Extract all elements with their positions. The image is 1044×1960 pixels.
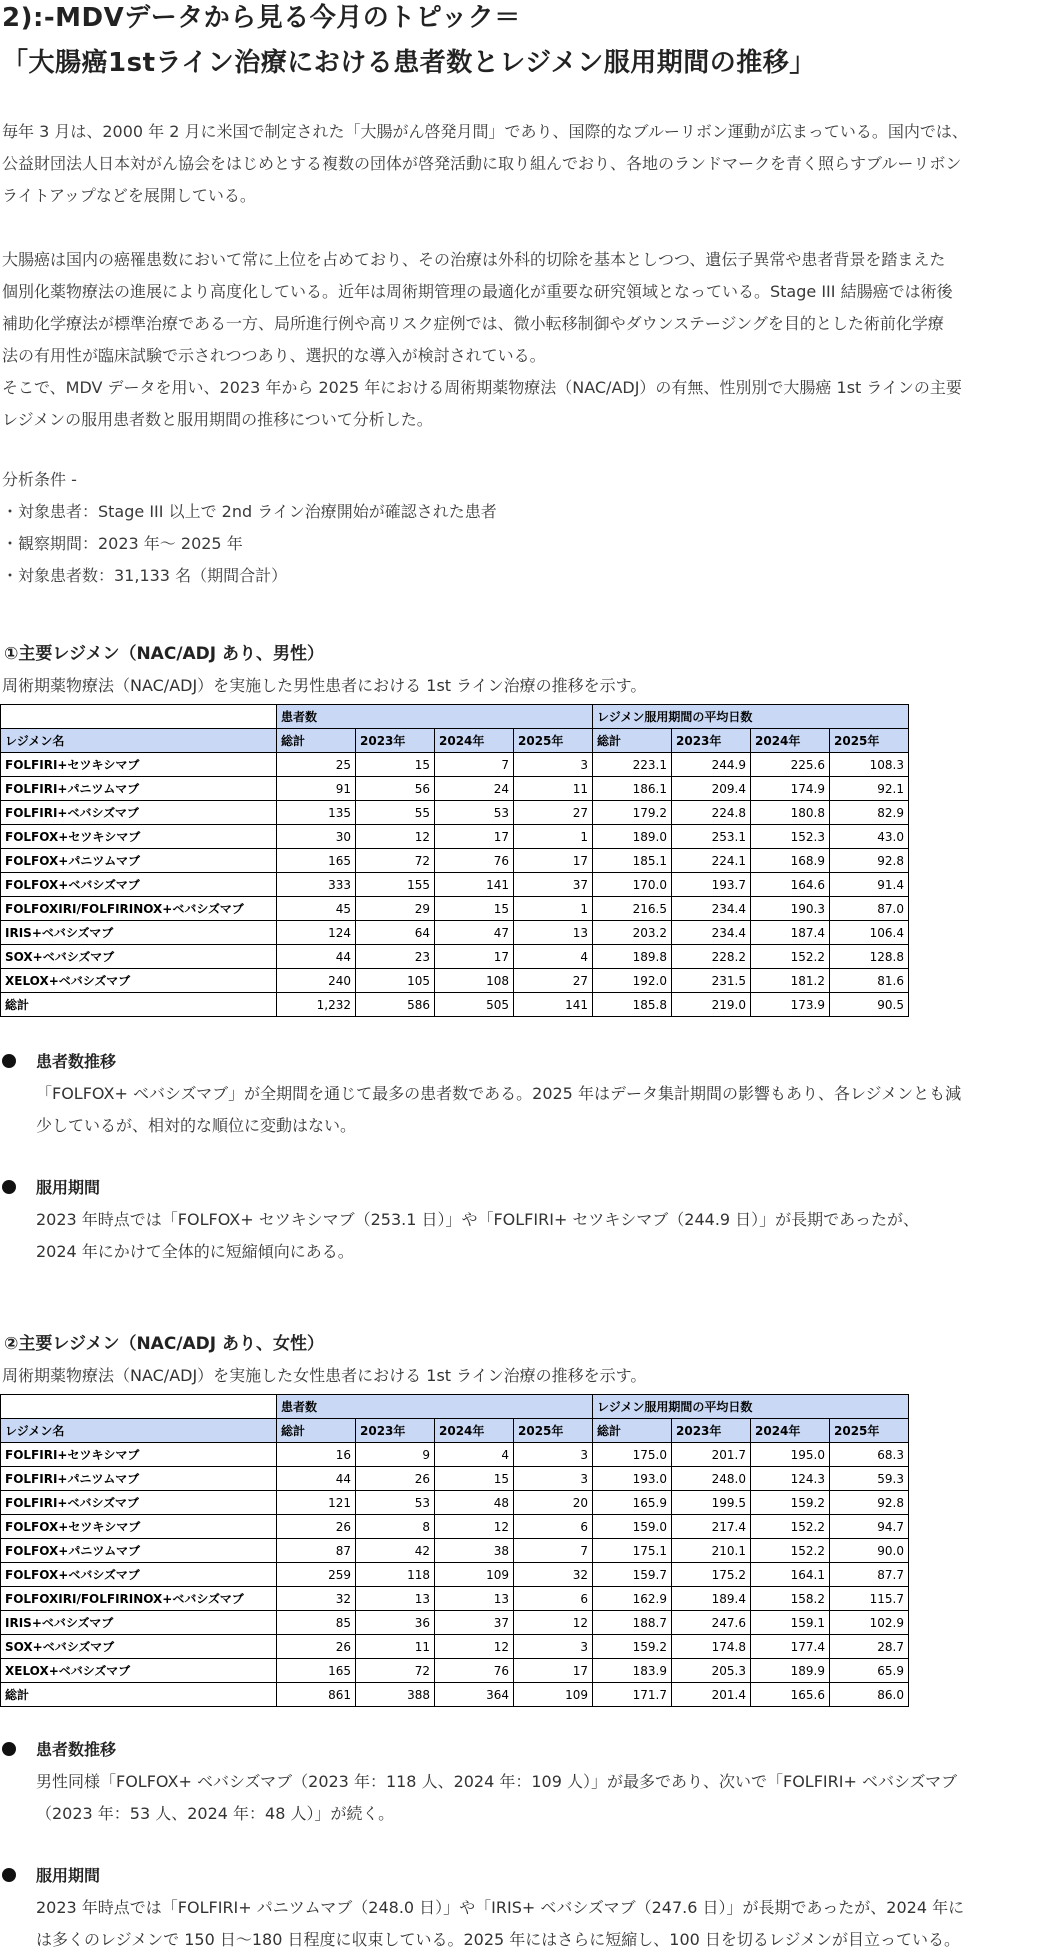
column-header: 2023年 bbox=[672, 1419, 751, 1443]
bullet-title: 患者数推移 bbox=[36, 1052, 117, 1071]
value-cell: 175.0 bbox=[593, 1443, 672, 1467]
value-cell: 188.7 bbox=[593, 1611, 672, 1635]
table-column-header-row bbox=[1, 1419, 909, 1443]
value-cell: 861 bbox=[277, 1683, 356, 1707]
table-total-row bbox=[1, 993, 909, 1017]
value-cell: 224.1 bbox=[672, 849, 751, 873]
regimen-name-cell: FOLFOXIRI/FOLFIRINOX+ベバシズマブ bbox=[1, 1587, 277, 1611]
intro-paragraph-1 bbox=[2, 116, 1042, 212]
table-row bbox=[1, 945, 909, 969]
value-cell: 124.3 bbox=[751, 1467, 830, 1491]
regimen-name-cell: FOLFOX+セツキシマブ bbox=[1, 825, 277, 849]
text-line: は多くのレジメンで 150 日～180 日程度に収束している。2025 年にはさらに短縮し、100 日を切るレジメンが目立っている。 bbox=[36, 1930, 961, 1949]
value-cell: 165 bbox=[277, 849, 356, 873]
value-cell: 225.6 bbox=[751, 753, 830, 777]
value-cell: 118 bbox=[356, 1563, 435, 1587]
value-cell: 72 bbox=[356, 1659, 435, 1683]
value-cell: 115.7 bbox=[830, 1587, 909, 1611]
column-header: 総計 bbox=[277, 1419, 356, 1443]
page-title-line2: 「大腸癌1stライン治療における患者数とレジメン服用期間の推移」 bbox=[2, 48, 816, 78]
value-cell: 190.3 bbox=[751, 897, 830, 921]
value-cell: 17 bbox=[435, 825, 514, 849]
column-header: 2023年 bbox=[356, 1419, 435, 1443]
table-group-header-row bbox=[1, 1395, 909, 1419]
value-cell: 17 bbox=[435, 945, 514, 969]
value-cell: 87.7 bbox=[830, 1563, 909, 1587]
value-cell: 159.2 bbox=[751, 1491, 830, 1515]
value-cell: 7 bbox=[435, 753, 514, 777]
value-cell: 28.7 bbox=[830, 1635, 909, 1659]
table-row bbox=[1, 777, 909, 801]
regimen-name-cell: FOLFIRI+パニツムマブ bbox=[1, 777, 277, 801]
regimen-name-cell: SOX+ベバシズマブ bbox=[1, 1635, 277, 1659]
value-cell: 189.8 bbox=[593, 945, 672, 969]
value-cell: 9 bbox=[356, 1443, 435, 1467]
value-cell: 333 bbox=[277, 873, 356, 897]
value-cell: 68.3 bbox=[830, 1443, 909, 1467]
value-cell: 586 bbox=[356, 993, 435, 1017]
value-cell: 205.3 bbox=[672, 1659, 751, 1683]
value-cell: 85 bbox=[277, 1611, 356, 1635]
value-cell: 72 bbox=[356, 849, 435, 873]
value-cell: 248.0 bbox=[672, 1467, 751, 1491]
regimen-name-cell: FOLFIRI+ベバシズマブ bbox=[1, 1491, 277, 1515]
value-cell: 124 bbox=[277, 921, 356, 945]
value-cell: 20 bbox=[514, 1491, 593, 1515]
value-cell: 152.2 bbox=[751, 1515, 830, 1539]
value-cell: 37 bbox=[514, 873, 593, 897]
table-row bbox=[1, 1443, 909, 1467]
value-cell: 209.4 bbox=[672, 777, 751, 801]
value-cell: 48 bbox=[435, 1491, 514, 1515]
value-cell: 37 bbox=[435, 1611, 514, 1635]
regimen-name-cell: FOLFOX+ベバシズマブ bbox=[1, 1563, 277, 1587]
value-cell: 29 bbox=[356, 897, 435, 921]
table-row bbox=[1, 1587, 909, 1611]
text-line: ・対象患者数：31,133 名（期間合計） bbox=[2, 566, 288, 585]
regimen-name-cell: 総計 bbox=[1, 1683, 277, 1707]
group-header-duration: レジメン服用期間の平均日数 bbox=[593, 1395, 909, 1419]
value-cell: 11 bbox=[356, 1635, 435, 1659]
value-cell: 210.1 bbox=[672, 1539, 751, 1563]
value-cell: 81.6 bbox=[830, 969, 909, 993]
text-line: そこで、MDV データを用い、2023 年から 2025 年における周術期薬物療法（NAC/ADJ）の有無、性別別で大腸癌 1st ラインの主要 bbox=[2, 378, 962, 397]
group-header-duration: レジメン服用期間の平均日数 bbox=[593, 705, 909, 729]
value-cell: 17 bbox=[514, 849, 593, 873]
column-header: 2025年 bbox=[514, 1419, 593, 1443]
value-cell: 203.2 bbox=[593, 921, 672, 945]
value-cell: 87.0 bbox=[830, 897, 909, 921]
value-cell: 32 bbox=[277, 1587, 356, 1611]
bullet-icon bbox=[2, 1868, 16, 1882]
bullet-title: 患者数推移 bbox=[36, 1740, 117, 1759]
regimen-name-cell: FOLFIRI+ベバシズマブ bbox=[1, 801, 277, 825]
section1-bullet-duration bbox=[2, 1176, 100, 1200]
header-blank-cell bbox=[1, 1395, 277, 1419]
value-cell: 36 bbox=[356, 1611, 435, 1635]
value-cell: 76 bbox=[435, 1659, 514, 1683]
table-column-header-row bbox=[1, 729, 909, 753]
value-cell: 47 bbox=[435, 921, 514, 945]
section2-bullet-patients bbox=[2, 1738, 116, 1762]
column-header: 2025年 bbox=[514, 729, 593, 753]
column-header: 2024年 bbox=[435, 729, 514, 753]
value-cell: 43.0 bbox=[830, 825, 909, 849]
bullet-icon bbox=[2, 1054, 16, 1068]
text-line: 個別化薬物療法の進展により高度化している。近年は周術期管理の最適化が重要な研究領域となっている。Stage III 結腸癌では術後 bbox=[2, 282, 953, 301]
value-cell: 3 bbox=[514, 1635, 593, 1659]
table-row bbox=[1, 1659, 909, 1683]
value-cell: 6 bbox=[514, 1587, 593, 1611]
value-cell: 185.8 bbox=[593, 993, 672, 1017]
section1-title: ①主要レジメン（NAC/ADJ あり、男性） bbox=[4, 644, 325, 664]
value-cell: 108 bbox=[435, 969, 514, 993]
value-cell: 244.9 bbox=[672, 753, 751, 777]
text-line: 2023 年時点では「FOLFOX+ セツキシマブ（253.1 日）」や「FOLFIRI+ セツキシマブ（244.9 日）」が長期であったが、 bbox=[36, 1210, 920, 1229]
table-row bbox=[1, 825, 909, 849]
value-cell: 175.1 bbox=[593, 1539, 672, 1563]
regimen-name-cell: FOLFIRI+パニツムマブ bbox=[1, 1467, 277, 1491]
value-cell: 152.2 bbox=[751, 945, 830, 969]
regimen-name-cell: FOLFOX+パニツムマブ bbox=[1, 849, 277, 873]
value-cell: 165.9 bbox=[593, 1491, 672, 1515]
value-cell: 165 bbox=[277, 1659, 356, 1683]
value-cell: 253.1 bbox=[672, 825, 751, 849]
regimen-name-cell: FOLFIRI+セツキシマブ bbox=[1, 753, 277, 777]
value-cell: 90.0 bbox=[830, 1539, 909, 1563]
value-cell: 38 bbox=[435, 1539, 514, 1563]
value-cell: 187.4 bbox=[751, 921, 830, 945]
text-line: 補助化学療法が標準治療である一方、局所進行例や高リスク症例では、微小転移制御やダウンステージングを目的とした術前化学療 bbox=[2, 314, 944, 333]
value-cell: 155 bbox=[356, 873, 435, 897]
value-cell: 26 bbox=[277, 1635, 356, 1659]
column-header: 2024年 bbox=[751, 1419, 830, 1443]
value-cell: 141 bbox=[435, 873, 514, 897]
value-cell: 32 bbox=[514, 1563, 593, 1587]
value-cell: 55 bbox=[356, 801, 435, 825]
intro-paragraph-2 bbox=[2, 244, 1042, 436]
section1-bullet-duration-text bbox=[36, 1204, 1036, 1268]
value-cell: 91 bbox=[277, 777, 356, 801]
value-cell: 158.2 bbox=[751, 1587, 830, 1611]
value-cell: 199.5 bbox=[672, 1491, 751, 1515]
regimen-name-cell: FOLFOX+パニツムマブ bbox=[1, 1539, 277, 1563]
regimen-name-cell: FOLFOX+セツキシマブ bbox=[1, 1515, 277, 1539]
value-cell: 234.4 bbox=[672, 897, 751, 921]
table-row bbox=[1, 753, 909, 777]
header-blank-cell bbox=[1, 705, 277, 729]
value-cell: 7 bbox=[514, 1539, 593, 1563]
bullet-icon bbox=[2, 1180, 16, 1194]
text-line: ライトアップなどを展開している。 bbox=[2, 186, 256, 205]
value-cell: 121 bbox=[277, 1491, 356, 1515]
section2-bullet-duration bbox=[2, 1864, 100, 1888]
regimen-name-cell: IRIS+ベバシズマブ bbox=[1, 921, 277, 945]
value-cell: 217.4 bbox=[672, 1515, 751, 1539]
value-cell: 92.8 bbox=[830, 849, 909, 873]
group-header-patients: 患者数 bbox=[277, 705, 593, 729]
value-cell: 27 bbox=[514, 969, 593, 993]
regimen-name-cell: FOLFIRI+セツキシマブ bbox=[1, 1443, 277, 1467]
value-cell: 8 bbox=[356, 1515, 435, 1539]
section2-bullet-patients-text bbox=[36, 1766, 1036, 1830]
value-cell: 12 bbox=[514, 1611, 593, 1635]
text-line: 法の有用性が臨床試験で示されつつあり、選択的な導入が検討されている。 bbox=[2, 346, 546, 365]
section2-bullet-duration-text bbox=[36, 1892, 1036, 1956]
section2-table bbox=[0, 1394, 909, 1707]
value-cell: 183.9 bbox=[593, 1659, 672, 1683]
value-cell: 189.9 bbox=[751, 1659, 830, 1683]
column-header: 総計 bbox=[277, 729, 356, 753]
column-header: 2023年 bbox=[672, 729, 751, 753]
value-cell: 44 bbox=[277, 945, 356, 969]
regimen-name-cell: FOLFOXIRI/FOLFIRINOX+ベバシズマブ bbox=[1, 897, 277, 921]
value-cell: 388 bbox=[356, 1683, 435, 1707]
regimen-name-cell: IRIS+ベバシズマブ bbox=[1, 1611, 277, 1635]
value-cell: 92.8 bbox=[830, 1491, 909, 1515]
text-line: 分析条件 - bbox=[2, 470, 77, 489]
value-cell: 42 bbox=[356, 1539, 435, 1563]
value-cell: 234.4 bbox=[672, 921, 751, 945]
regimen-name-cell: FOLFOX+ベバシズマブ bbox=[1, 873, 277, 897]
value-cell: 193.7 bbox=[672, 873, 751, 897]
value-cell: 216.5 bbox=[593, 897, 672, 921]
regimen-name-cell: SOX+ベバシズマブ bbox=[1, 945, 277, 969]
section2-subtitle: 周術期薬物療法（NAC/ADJ）を実施した女性患者における 1st ライン治療の推移を示す。 bbox=[2, 1366, 647, 1385]
value-cell: 13 bbox=[435, 1587, 514, 1611]
value-cell: 12 bbox=[435, 1515, 514, 1539]
value-cell: 141 bbox=[514, 993, 593, 1017]
value-cell: 30 bbox=[277, 825, 356, 849]
analysis-conditions bbox=[2, 464, 1042, 592]
text-line: 2024 年にかけて全体的に短縮傾向にある。 bbox=[36, 1242, 354, 1261]
value-cell: 45 bbox=[277, 897, 356, 921]
value-cell: 364 bbox=[435, 1683, 514, 1707]
value-cell: 56 bbox=[356, 777, 435, 801]
value-cell: 201.7 bbox=[672, 1443, 751, 1467]
value-cell: 15 bbox=[435, 1467, 514, 1491]
text-line: 毎年 3 月は、2000 年 2 月に米国で制定された「大腸がん啓発月間」であり、国際的なブルーリボン運動が広まっている。国内では、 bbox=[2, 122, 968, 141]
table-total-row bbox=[1, 1683, 909, 1707]
text-line: 「FOLFOX+ ベバシズマブ」が全期間を通じて最多の患者数である。2025 年はデータ集計期間の影響もあり、各レジメンとも減 bbox=[36, 1084, 962, 1103]
value-cell: 174.8 bbox=[672, 1635, 751, 1659]
column-header: 総計 bbox=[593, 1419, 672, 1443]
value-cell: 179.2 bbox=[593, 801, 672, 825]
value-cell: 26 bbox=[277, 1515, 356, 1539]
section1-bullet-patients bbox=[2, 1050, 116, 1074]
page-title-line1: 2):-MDVデータから見る今月のトピック＝ bbox=[2, 3, 521, 33]
value-cell: 152.3 bbox=[751, 825, 830, 849]
value-cell: 102.9 bbox=[830, 1611, 909, 1635]
value-cell: 186.1 bbox=[593, 777, 672, 801]
regimen-name-cell: XELOX+ベバシズマブ bbox=[1, 1659, 277, 1683]
value-cell: 224.8 bbox=[672, 801, 751, 825]
value-cell: 13 bbox=[356, 1587, 435, 1611]
text-line: ・観察期間：2023 年～ 2025 年 bbox=[2, 534, 243, 553]
value-cell: 247.6 bbox=[672, 1611, 751, 1635]
value-cell: 152.2 bbox=[751, 1539, 830, 1563]
value-cell: 228.2 bbox=[672, 945, 751, 969]
table-row bbox=[1, 897, 909, 921]
value-cell: 173.9 bbox=[751, 993, 830, 1017]
value-cell: 87 bbox=[277, 1539, 356, 1563]
column-header: 2024年 bbox=[435, 1419, 514, 1443]
value-cell: 240 bbox=[277, 969, 356, 993]
value-cell: 94.7 bbox=[830, 1515, 909, 1539]
value-cell: 181.2 bbox=[751, 969, 830, 993]
value-cell: 159.0 bbox=[593, 1515, 672, 1539]
text-line: 少しているが、相対的な順位に変動はない。 bbox=[36, 1116, 357, 1135]
value-cell: 53 bbox=[356, 1491, 435, 1515]
value-cell: 3 bbox=[514, 1467, 593, 1491]
group-header-patients: 患者数 bbox=[277, 1395, 593, 1419]
value-cell: 3 bbox=[514, 753, 593, 777]
value-cell: 128.8 bbox=[830, 945, 909, 969]
value-cell: 106.4 bbox=[830, 921, 909, 945]
value-cell: 91.4 bbox=[830, 873, 909, 897]
value-cell: 174.9 bbox=[751, 777, 830, 801]
value-cell: 159.2 bbox=[593, 1635, 672, 1659]
bullet-icon bbox=[2, 1742, 16, 1756]
value-cell: 193.0 bbox=[593, 1467, 672, 1491]
table-row bbox=[1, 849, 909, 873]
value-cell: 53 bbox=[435, 801, 514, 825]
text-line: 大腸癌は国内の癌罹患数において常に上位を占めており、その治療は外科的切除を基本としつつ、遺伝子異常や患者背景を踏まえた bbox=[2, 250, 946, 269]
value-cell: 1,232 bbox=[277, 993, 356, 1017]
table-row bbox=[1, 1635, 909, 1659]
value-cell: 219.0 bbox=[672, 993, 751, 1017]
text-line: ・対象患者：Stage III 以上で 2nd ライン治療開始が確認された患者 bbox=[2, 502, 497, 521]
regimen-name-cell: 総計 bbox=[1, 993, 277, 1017]
value-cell: 4 bbox=[514, 945, 593, 969]
value-cell: 189.0 bbox=[593, 825, 672, 849]
value-cell: 159.7 bbox=[593, 1563, 672, 1587]
value-cell: 59.3 bbox=[830, 1467, 909, 1491]
value-cell: 505 bbox=[435, 993, 514, 1017]
table-row bbox=[1, 921, 909, 945]
table-row bbox=[1, 1563, 909, 1587]
value-cell: 185.1 bbox=[593, 849, 672, 873]
value-cell: 44 bbox=[277, 1467, 356, 1491]
value-cell: 15 bbox=[356, 753, 435, 777]
table-row bbox=[1, 873, 909, 897]
value-cell: 23 bbox=[356, 945, 435, 969]
value-cell: 201.4 bbox=[672, 1683, 751, 1707]
value-cell: 177.4 bbox=[751, 1635, 830, 1659]
text-line: （2023 年：53 人、2024 年：48 人）」が続く。 bbox=[36, 1804, 395, 1823]
value-cell: 105 bbox=[356, 969, 435, 993]
value-cell: 82.9 bbox=[830, 801, 909, 825]
value-cell: 170.0 bbox=[593, 873, 672, 897]
value-cell: 17 bbox=[514, 1659, 593, 1683]
value-cell: 180.8 bbox=[751, 801, 830, 825]
value-cell: 164.1 bbox=[751, 1563, 830, 1587]
column-header: レジメン名 bbox=[1, 1419, 277, 1443]
value-cell: 135 bbox=[277, 801, 356, 825]
section1-table bbox=[0, 704, 909, 1017]
section2-title: ②主要レジメン（NAC/ADJ あり、女性） bbox=[4, 1334, 325, 1354]
value-cell: 25 bbox=[277, 753, 356, 777]
value-cell: 231.5 bbox=[672, 969, 751, 993]
value-cell: 109 bbox=[514, 1683, 593, 1707]
value-cell: 12 bbox=[435, 1635, 514, 1659]
value-cell: 192.0 bbox=[593, 969, 672, 993]
table-row bbox=[1, 1611, 909, 1635]
column-header: 総計 bbox=[593, 729, 672, 753]
table-row bbox=[1, 801, 909, 825]
value-cell: 108.3 bbox=[830, 753, 909, 777]
value-cell: 6 bbox=[514, 1515, 593, 1539]
value-cell: 27 bbox=[514, 801, 593, 825]
value-cell: 12 bbox=[356, 825, 435, 849]
value-cell: 11 bbox=[514, 777, 593, 801]
column-header: 2024年 bbox=[751, 729, 830, 753]
column-header: 2023年 bbox=[356, 729, 435, 753]
value-cell: 65.9 bbox=[830, 1659, 909, 1683]
value-cell: 24 bbox=[435, 777, 514, 801]
regimen-name-cell: XELOX+ベバシズマブ bbox=[1, 969, 277, 993]
text-line: レジメンの服用患者数と服用期間の推移について分析した。 bbox=[2, 410, 433, 429]
section1-subtitle: 周術期薬物療法（NAC/ADJ）を実施した男性患者における 1st ライン治療の推移を示す。 bbox=[2, 676, 647, 695]
column-header: 2025年 bbox=[830, 1419, 909, 1443]
value-cell: 109 bbox=[435, 1563, 514, 1587]
text-line: 2023 年時点では「FOLFIRI+ パニツムマブ（248.0 日）」や「IRIS+ ベバシズマブ（247.6 日）」が長期であったが、2024 年に bbox=[36, 1898, 965, 1917]
value-cell: 189.4 bbox=[672, 1587, 751, 1611]
value-cell: 76 bbox=[435, 849, 514, 873]
value-cell: 26 bbox=[356, 1467, 435, 1491]
value-cell: 162.9 bbox=[593, 1587, 672, 1611]
text-line: 男性同様「FOLFOX+ ベバシズマブ（2023 年：118 人、2024 年：109 人）」が最多であり、次いで「FOLFIRI+ ベバシズマブ bbox=[36, 1772, 958, 1791]
table-row bbox=[1, 1515, 909, 1539]
value-cell: 165.6 bbox=[751, 1683, 830, 1707]
value-cell: 175.2 bbox=[672, 1563, 751, 1587]
text-line: 公益財団法人日本対がん協会をはじめとする複数の団体が啓発活動に取り組んでおり、各地のランドマークを青く照らすブルーリボン bbox=[2, 154, 962, 173]
value-cell: 4 bbox=[435, 1443, 514, 1467]
value-cell: 86.0 bbox=[830, 1683, 909, 1707]
value-cell: 195.0 bbox=[751, 1443, 830, 1467]
value-cell: 92.1 bbox=[830, 777, 909, 801]
table-row bbox=[1, 1491, 909, 1515]
bullet-title: 服用期間 bbox=[36, 1866, 101, 1885]
section1-bullet-patients-text bbox=[36, 1078, 1036, 1142]
value-cell: 15 bbox=[435, 897, 514, 921]
value-cell: 223.1 bbox=[593, 753, 672, 777]
table-row bbox=[1, 1467, 909, 1491]
column-header: レジメン名 bbox=[1, 729, 277, 753]
column-header: 2025年 bbox=[830, 729, 909, 753]
value-cell: 3 bbox=[514, 1443, 593, 1467]
value-cell: 1 bbox=[514, 825, 593, 849]
value-cell: 13 bbox=[514, 921, 593, 945]
bullet-title: 服用期間 bbox=[36, 1178, 101, 1197]
table-row bbox=[1, 969, 909, 993]
value-cell: 64 bbox=[356, 921, 435, 945]
value-cell: 16 bbox=[277, 1443, 356, 1467]
table-group-header-row bbox=[1, 705, 909, 729]
value-cell: 168.9 bbox=[751, 849, 830, 873]
value-cell: 164.6 bbox=[751, 873, 830, 897]
value-cell: 171.7 bbox=[593, 1683, 672, 1707]
value-cell: 90.5 bbox=[830, 993, 909, 1017]
table-row bbox=[1, 1539, 909, 1563]
value-cell: 259 bbox=[277, 1563, 356, 1587]
value-cell: 1 bbox=[514, 897, 593, 921]
value-cell: 159.1 bbox=[751, 1611, 830, 1635]
